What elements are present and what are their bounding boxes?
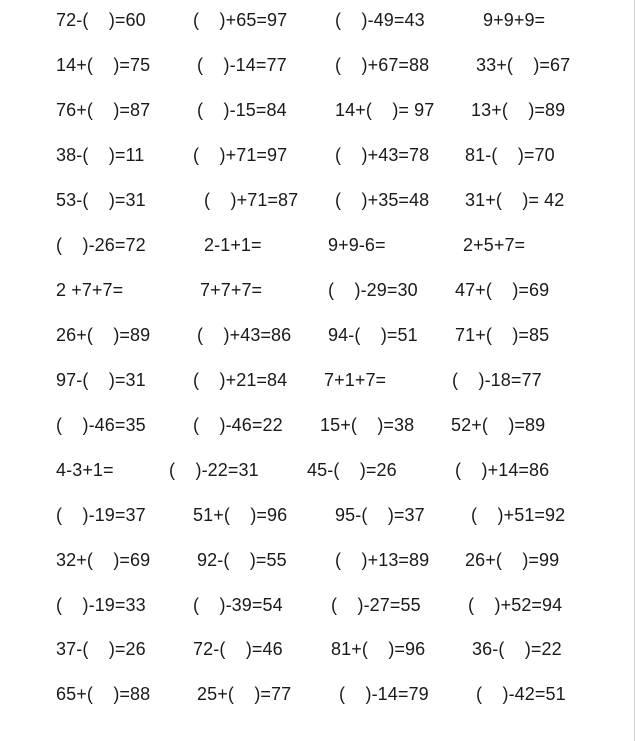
problem-row [0,593,635,617]
math-problem: ( )+52=94 [468,595,563,615]
math-problem: 37-( )=26 [56,639,146,659]
problem-row [0,143,635,167]
math-problem: 25+( )=77 [197,684,292,704]
problem-row [0,368,635,392]
math-problem: 94-( )=51 [328,325,418,345]
problem-row [0,188,635,212]
math-problem: ( )+21=84 [193,370,288,390]
math-problem: 45-( )=26 [307,460,397,480]
math-problem: 4-3+1= [56,460,114,480]
math-problem: ( )-46=22 [193,415,283,435]
math-problem: ( )+35=48 [335,190,430,210]
problem-row [0,278,635,302]
math-problem: ( )-27=55 [331,595,421,615]
math-problem: ( )+43=86 [197,325,292,345]
problem-row [0,682,635,706]
math-problem: 47+( )=69 [455,280,550,300]
math-problem: ( )+14=86 [455,460,550,480]
math-problem: ( )-49=43 [335,10,425,30]
math-problem: 81-( )=70 [465,145,555,165]
math-problem: ( )+51=92 [471,505,566,525]
math-problem: 31+( )= 42 [465,190,565,210]
math-problem: ( )-22=31 [169,460,259,480]
math-problem: 72-( )=60 [56,10,146,30]
math-problem: 92-( )=55 [197,550,287,570]
math-problem: ( )-46=35 [56,415,146,435]
math-problem: 2-1+1= [204,235,262,255]
math-problem: 9+9-6= [328,235,386,255]
math-problem: 26+( )=89 [56,325,151,345]
math-problem: ( )+65=97 [193,10,288,30]
math-problem: 7+7+7= [200,280,263,300]
math-problem: 72-( )=46 [193,639,283,659]
problem-row [0,53,635,77]
problem-row [0,458,635,482]
math-problem: ( )-29=30 [328,280,418,300]
math-problem: 52+( )=89 [451,415,546,435]
math-problem: 76+( )=87 [56,100,151,120]
math-problem: 71+( )=85 [455,325,550,345]
math-problem: 7+1+7= [324,370,387,390]
math-problem: 26+( )=99 [465,550,560,570]
math-problem: ( )+43=78 [335,145,430,165]
math-problem: ( )-14=77 [197,55,287,75]
problem-row [0,548,635,572]
math-problem: ( )+71=97 [193,145,288,165]
problem-row [0,413,635,437]
math-problem: 81+( )=96 [331,639,426,659]
math-problem: 65+( )=88 [56,684,151,704]
math-problem: 14+( )= 97 [335,100,435,120]
math-problem: ( )-18=77 [452,370,542,390]
math-problem: 36-( )=22 [472,639,562,659]
math-problem: 32+( )=69 [56,550,151,570]
math-problem: ( )-19=37 [56,505,146,525]
math-problem: ( )-26=72 [56,235,146,255]
math-problem: ( )+67=88 [335,55,430,75]
math-problem: ( )-42=51 [476,684,566,704]
math-problem: 13+( )=89 [471,100,566,120]
math-problem: 51+( )=96 [193,505,288,525]
math-problem: ( )-39=54 [193,595,283,615]
math-problem: 97-( )=31 [56,370,146,390]
problem-row [0,637,635,661]
problem-row [0,98,635,122]
math-problem: 9+9+9= [483,10,546,30]
math-problem: 95-( )=37 [335,505,425,525]
math-problem: ( )-19=33 [56,595,146,615]
math-problem: ( )+71=87 [204,190,299,210]
math-problem: 15+( )=38 [320,415,415,435]
math-problem: ( )-15=84 [197,100,287,120]
math-problem: ( )+13=89 [335,550,430,570]
math-problem: 53-( )=31 [56,190,146,210]
problem-row [0,8,635,32]
math-problem: ( )-14=79 [339,684,429,704]
math-problem: 38-( )=11 [56,145,145,165]
math-problem: 14+( )=75 [56,55,151,75]
problem-row [0,323,635,347]
math-problem: 2+5+7= [463,235,526,255]
problem-row [0,503,635,527]
math-problem: 33+( )=67 [476,55,571,75]
math-problem: 2 +7+7= [56,280,124,300]
problem-row [0,233,635,257]
